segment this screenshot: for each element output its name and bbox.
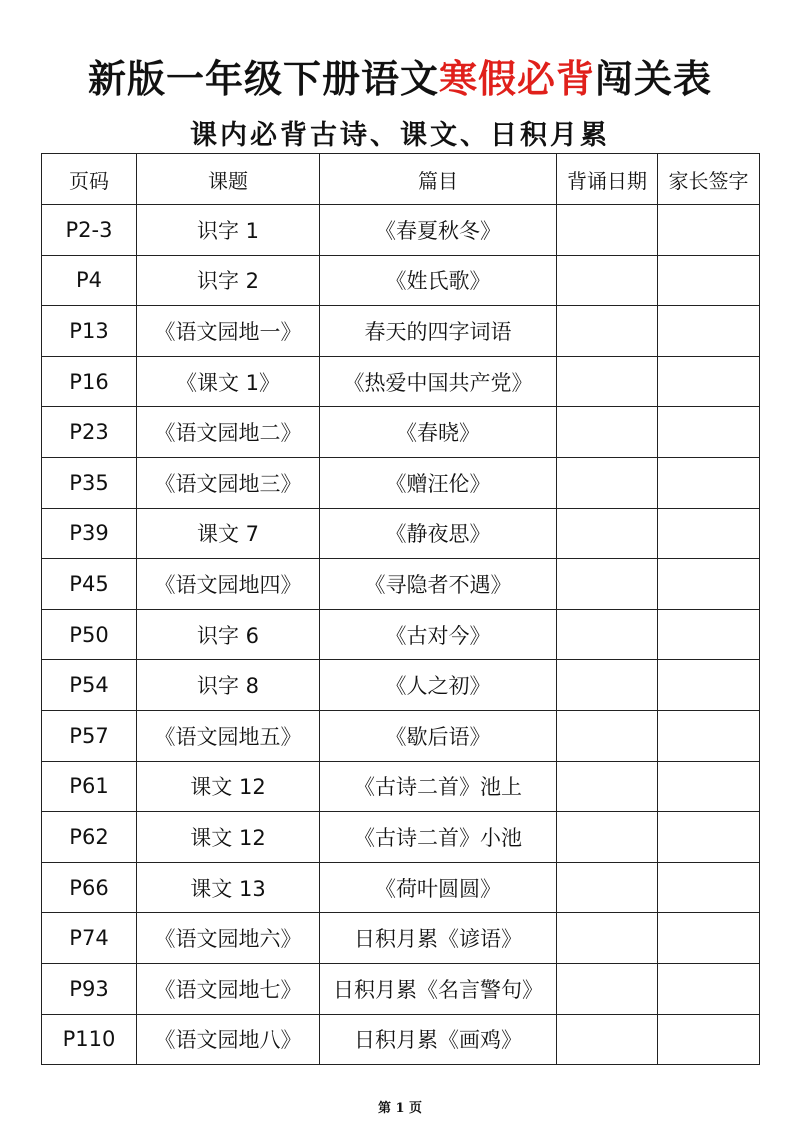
header-parent-signature: 家长签字 xyxy=(658,154,760,205)
cell-recite-date[interactable] xyxy=(557,913,658,964)
cell-lesson: 《语文园地一》 xyxy=(137,306,320,357)
table-row xyxy=(42,205,760,256)
cell-page: P66 xyxy=(42,862,137,913)
cell-parent-signature[interactable] xyxy=(658,609,760,660)
cell-piece: 日积月累《名言警句》 xyxy=(320,963,557,1014)
cell-piece: 《歇后语》 xyxy=(320,710,557,761)
cell-parent-signature[interactable] xyxy=(658,457,760,508)
cell-parent-signature[interactable] xyxy=(658,508,760,559)
cell-recite-date[interactable] xyxy=(557,862,658,913)
cell-piece: 《人之初》 xyxy=(320,660,557,711)
cell-lesson: 课文 12 xyxy=(137,761,320,812)
table-row xyxy=(42,710,760,761)
cell-lesson: 《语文园地三》 xyxy=(137,457,320,508)
cell-page: P50 xyxy=(42,609,137,660)
cell-recite-date[interactable] xyxy=(557,407,658,458)
cell-parent-signature[interactable] xyxy=(658,205,760,256)
cell-page: P39 xyxy=(42,508,137,559)
cell-piece: 《姓氏歌》 xyxy=(320,255,557,306)
table-body xyxy=(42,205,760,1065)
cell-lesson: 《语文园地四》 xyxy=(137,559,320,610)
table-row xyxy=(42,1014,760,1065)
page-number: 第 1 页 xyxy=(377,1101,423,1116)
table-row xyxy=(42,255,760,306)
cell-lesson: 《课文 1》 xyxy=(137,356,320,407)
table-row xyxy=(42,407,760,458)
table-row xyxy=(42,812,760,863)
header-lesson: 课题 xyxy=(137,154,320,205)
title-end: 闯关表 xyxy=(595,57,713,101)
cell-parent-signature[interactable] xyxy=(658,1014,760,1065)
cell-recite-date[interactable] xyxy=(557,609,658,660)
title-highlight: 寒假必背 xyxy=(438,57,595,101)
cell-lesson: 课文 7 xyxy=(137,508,320,559)
cell-page: P54 xyxy=(42,660,137,711)
cell-recite-date[interactable] xyxy=(557,963,658,1014)
table-row xyxy=(42,862,760,913)
cell-recite-date[interactable] xyxy=(557,812,658,863)
table-row xyxy=(42,913,760,964)
cell-parent-signature[interactable] xyxy=(658,812,760,863)
cell-piece: 《荷叶圆圆》 xyxy=(320,862,557,913)
cell-lesson: 识字 8 xyxy=(137,660,320,711)
cell-recite-date[interactable] xyxy=(557,306,658,357)
table-row xyxy=(42,457,760,508)
cell-lesson: 课文 12 xyxy=(137,812,320,863)
table-row xyxy=(42,306,760,357)
cell-lesson: 识字 2 xyxy=(137,255,320,306)
page-title xyxy=(0,48,800,103)
cell-lesson: 识字 6 xyxy=(137,609,320,660)
table-row xyxy=(42,356,760,407)
cell-piece: 《古诗二首》小池 xyxy=(320,812,557,863)
cell-parent-signature[interactable] xyxy=(658,660,760,711)
cell-piece: 《静夜思》 xyxy=(320,508,557,559)
header-piece: 篇目 xyxy=(320,154,557,205)
cell-parent-signature[interactable] xyxy=(658,559,760,610)
table-row xyxy=(42,609,760,660)
cell-page: P57 xyxy=(42,710,137,761)
cell-lesson: 《语文园地七》 xyxy=(137,963,320,1014)
cell-parent-signature[interactable] xyxy=(658,913,760,964)
cell-page: P23 xyxy=(42,407,137,458)
cell-parent-signature[interactable] xyxy=(658,710,760,761)
cell-page: P2-3 xyxy=(42,205,137,256)
cell-parent-signature[interactable] xyxy=(658,862,760,913)
cell-recite-date[interactable] xyxy=(557,255,658,306)
cell-lesson: 课文 13 xyxy=(137,862,320,913)
cell-piece: 《赠汪伦》 xyxy=(320,457,557,508)
table-row xyxy=(42,508,760,559)
cell-lesson: 《语文园地八》 xyxy=(137,1014,320,1065)
cell-recite-date[interactable] xyxy=(557,559,658,610)
cell-piece: 《春夏秋冬》 xyxy=(320,205,557,256)
cell-page: P62 xyxy=(42,812,137,863)
cell-lesson: 《语文园地五》 xyxy=(137,710,320,761)
page-subtitle: 课内必背古诗、课文、日积月累 xyxy=(190,120,610,151)
table-row xyxy=(42,761,760,812)
cell-piece: 《热爱中国共产党》 xyxy=(320,356,557,407)
cell-recite-date[interactable] xyxy=(557,660,658,711)
cell-parent-signature[interactable] xyxy=(658,761,760,812)
cell-parent-signature[interactable] xyxy=(658,306,760,357)
title-main: 新版一年级下册语文 xyxy=(87,57,439,101)
cell-parent-signature[interactable] xyxy=(658,963,760,1014)
cell-piece: 日积月累《画鸡》 xyxy=(320,1014,557,1065)
cell-lesson: 识字 1 xyxy=(137,205,320,256)
cell-recite-date[interactable] xyxy=(557,710,658,761)
header-recite-date: 背诵日期 xyxy=(557,154,658,205)
cell-lesson: 《语文园地二》 xyxy=(137,407,320,458)
cell-page: P61 xyxy=(42,761,137,812)
cell-page: P45 xyxy=(42,559,137,610)
cell-parent-signature[interactable] xyxy=(658,407,760,458)
cell-page: P13 xyxy=(42,306,137,357)
header-page: 页码 xyxy=(42,154,137,205)
cell-page: P16 xyxy=(42,356,137,407)
cell-piece: 春天的四字词语 xyxy=(320,306,557,357)
recitation-checklist-table xyxy=(41,153,760,1065)
cell-piece: 日积月累《谚语》 xyxy=(320,913,557,964)
cell-parent-signature[interactable] xyxy=(658,356,760,407)
cell-page: P93 xyxy=(42,963,137,1014)
cell-page: P110 xyxy=(42,1014,137,1065)
cell-piece: 《古对今》 xyxy=(320,609,557,660)
table-row xyxy=(42,559,760,610)
cell-page: P74 xyxy=(42,913,137,964)
cell-page: P4 xyxy=(42,255,137,306)
cell-page: P35 xyxy=(42,457,137,508)
table-header-row xyxy=(42,154,760,205)
cell-piece: 《寻隐者不遇》 xyxy=(320,559,557,610)
cell-piece: 《春晓》 xyxy=(320,407,557,458)
cell-piece: 《古诗二首》池上 xyxy=(320,761,557,812)
cell-recite-date[interactable] xyxy=(557,205,658,256)
cell-recite-date[interactable] xyxy=(557,1014,658,1065)
cell-lesson: 《语文园地六》 xyxy=(137,913,320,964)
cell-recite-date[interactable] xyxy=(557,356,658,407)
cell-recite-date[interactable] xyxy=(557,457,658,508)
cell-recite-date[interactable] xyxy=(557,761,658,812)
table-row xyxy=(42,660,760,711)
table-row xyxy=(42,963,760,1014)
cell-parent-signature[interactable] xyxy=(658,255,760,306)
cell-recite-date[interactable] xyxy=(557,508,658,559)
